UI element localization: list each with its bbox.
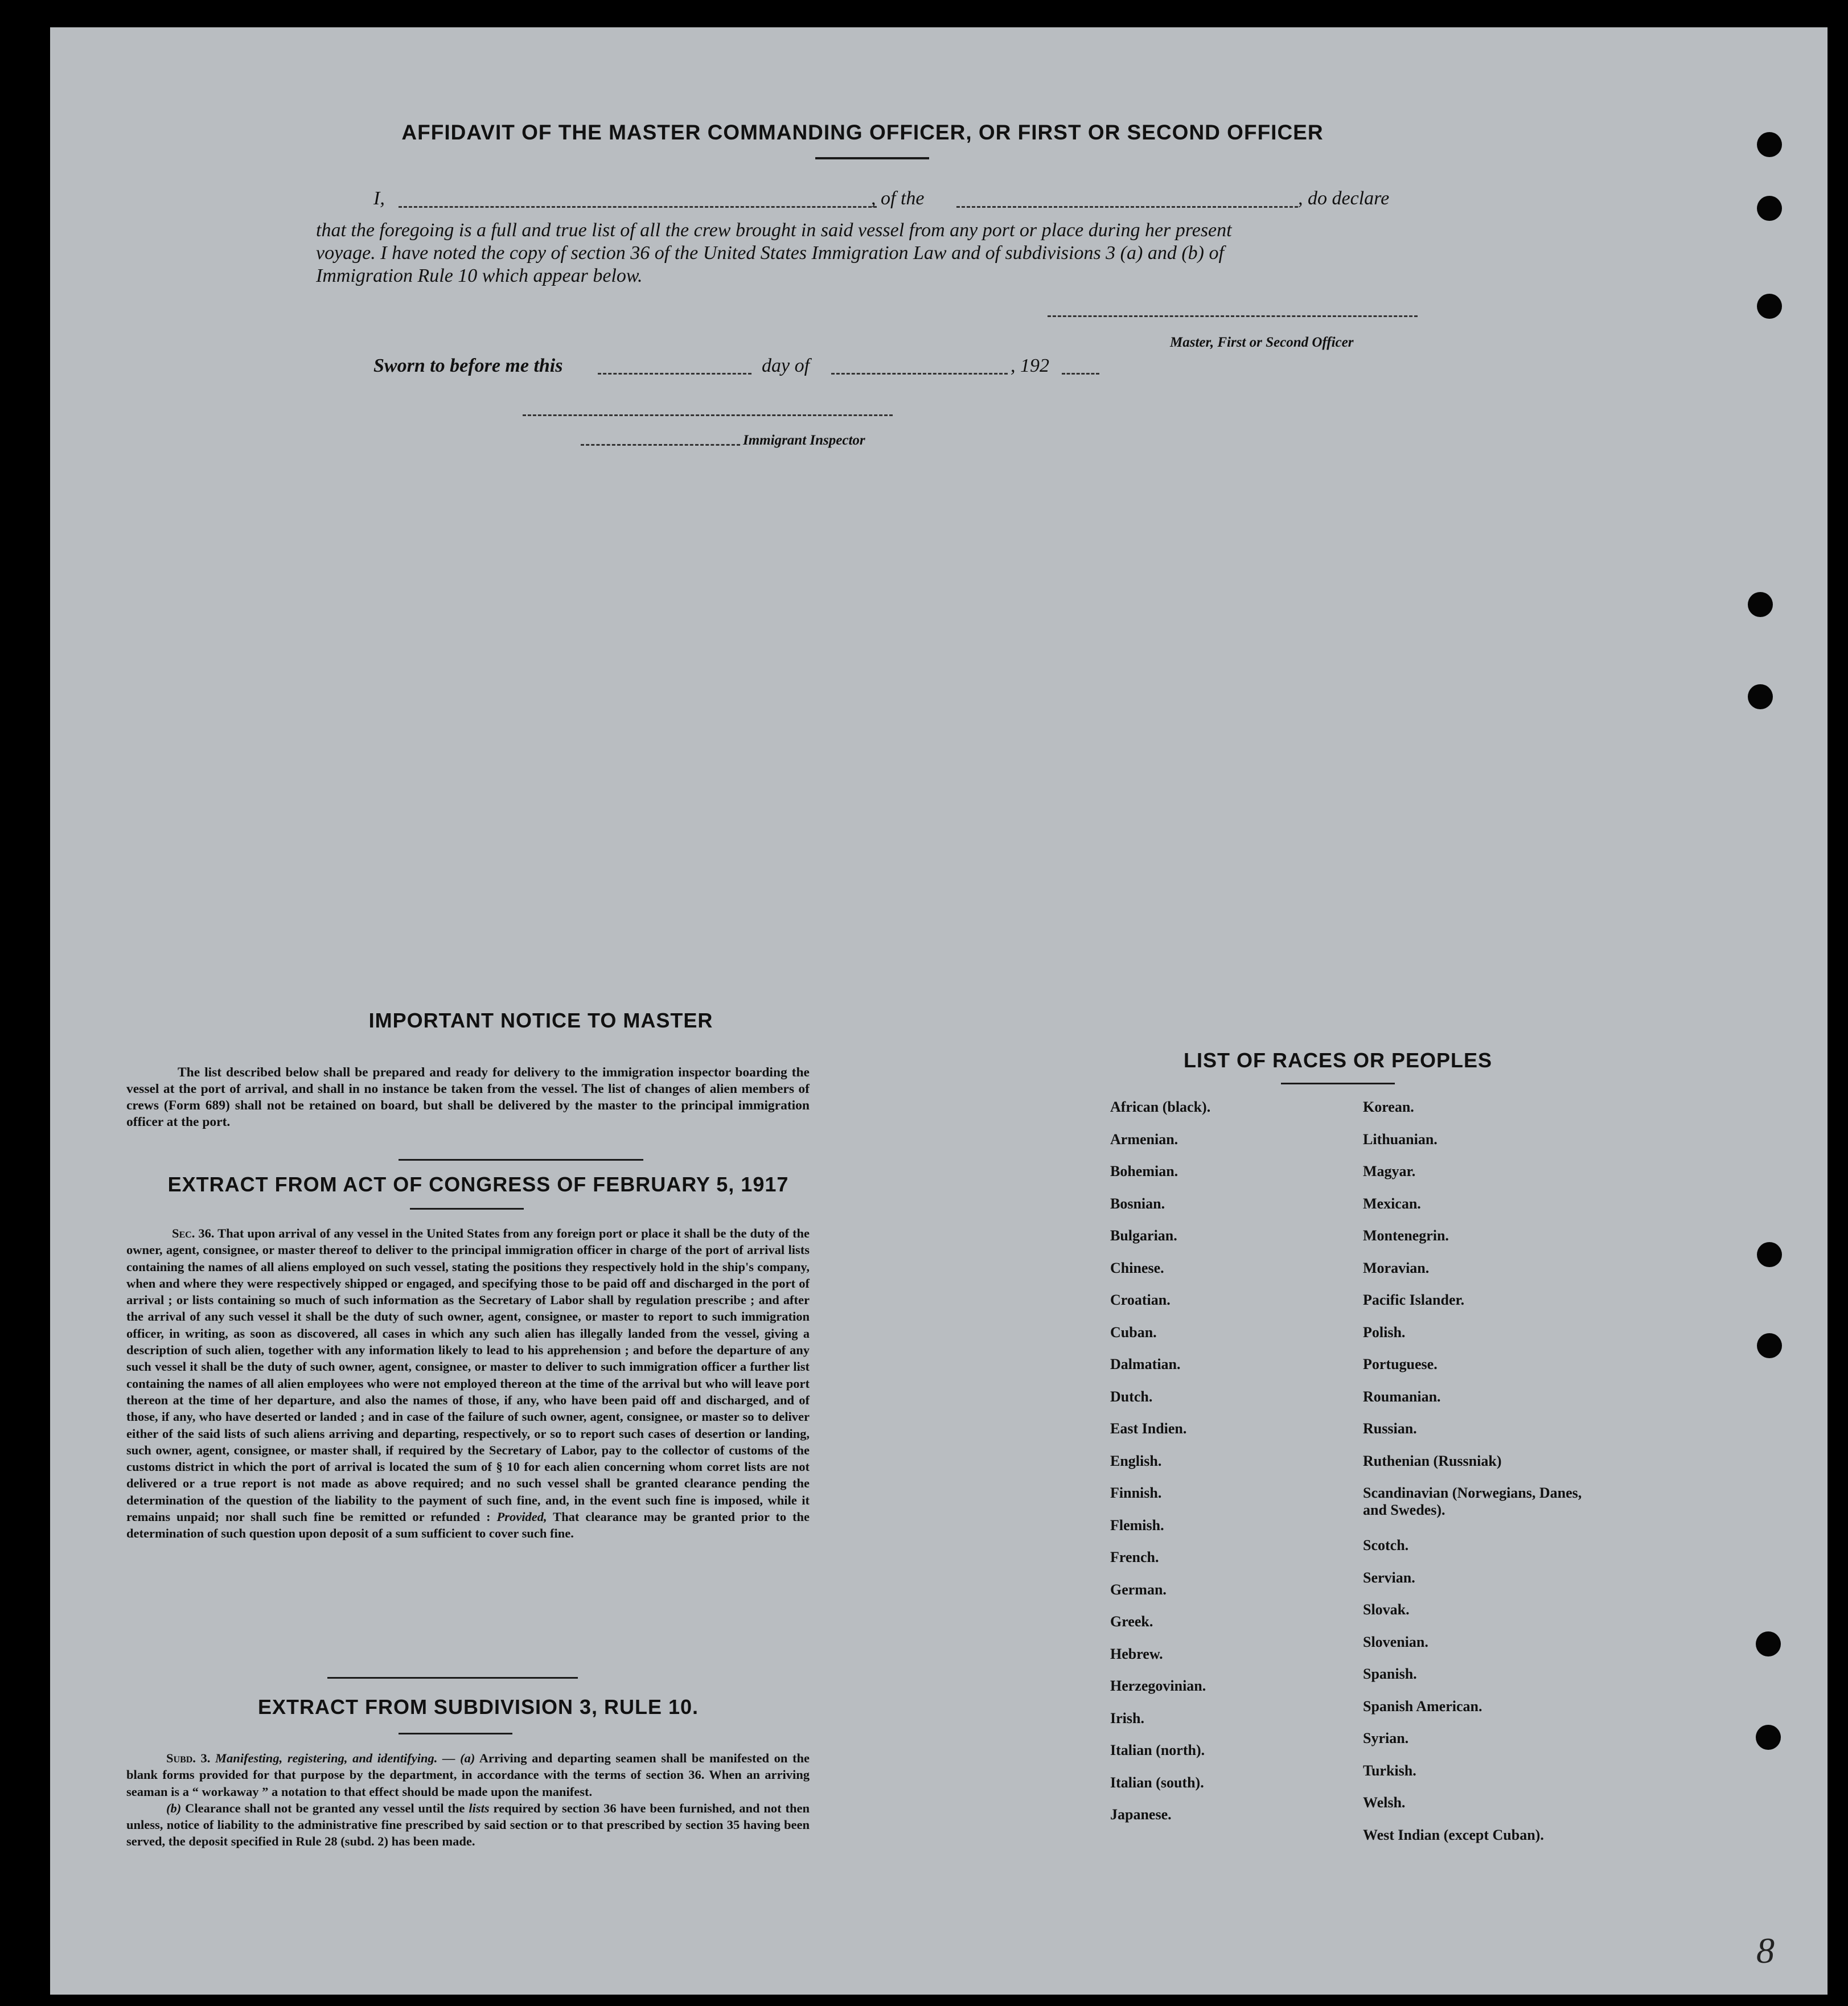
notice-body: The list described below shall be prepared and ready for delivery to the immigration inspector boarding the vessel at the port of arrival, and shall in no instance be taken from the vessel. The list of changes of alien members of crews (Form 689) shall not be retained on board, but shall be delivered by the master to the principal immigration officer at the port. [126,1065,810,1129]
act-title-underline [410,1208,524,1210]
races-title-underline [1281,1083,1395,1084]
subdivision-3-text [126,1750,810,1850]
punch-hole [1757,196,1782,221]
punch-hole [1756,1631,1781,1656]
race-item: Portuguese. [1363,1356,1438,1372]
race-item: Italian (south). [1110,1774,1204,1791]
para-b-label: (b) [166,1801,182,1815]
handwritten-page-number: 8 [1756,1930,1775,1971]
race-item: Moravian. [1363,1259,1430,1276]
races-right-column [1363,1099,1608,1859]
of-the-label: , of the [871,188,925,209]
declarant-label: I, [373,188,385,209]
race-item: East Indien. [1110,1420,1187,1437]
race-item: West Indian (except Cuban). [1363,1826,1544,1843]
race-item: French. [1110,1549,1159,1565]
race-item: Bohemian. [1110,1163,1178,1179]
vessel-name-blank[interactable] [956,206,1298,208]
punch-hole [1748,684,1773,709]
races-title: LIST OF RACES OR PEOPLES [1183,1049,1493,1072]
race-item: Bosnian. [1110,1195,1165,1212]
section-body: That upon arrival of any vessel in the United States from any foreign port or place it shall be the duty of the owner, agent, consignee, or master thereof to deliver to the principal immigration officer in charge of the port of arrival lists containing the names of all aliens employed on such vessel, stating the positions they respectively hold in the ship's company, when and where they were respectively shipped or engaged, and specifying those to be paid off and discharged in the port of arrival ; or lists containing so much of such information as the Secretary of Labor shall by regulation prescribe ; and after the arrival of any such vessel it shall be the duty of such owner, agent, consignee, or master to report to such immigration officer, in writing, as soon as discovered, all cases in which any such alien has illegally landed from the vessel, giving a description of such alien, together with any information likely to lead to his apprehension ; and before the departure of any such vessel it shall be the duty of such owner, agent, consignee, or master to deliver to such immigration officer a further list containing the names of all alien employees who were not employed thereon at the time of the arrival but who will leave port thereon at the time of her departure, and also the names of those, if any, who have been paid off and discharged, and of those, if any, who have deserted or landed ; and in case of the failure of such owner, agent, consignee, or master so to deliver either of the said lists of such aliens arriving and departing, respectively, or so to report such cases of desertion or landing, such owner, agent, consignee, or master shall, if required by the Secretary of Labor, pay to the collector of customs of the customs district in which the port of arrival is located the sum of § 10 for each alien concerning whom corret lists are not delivered or a true report is not made as above required; and no such vessel shall be granted clearance pending the determination of the question of the liability to the payment of such fine, and, in the event such fine is imposed, while it remains unpaid; nor shall such fine be remitted or refunded : [126,1226,810,1524]
race-item: Armenian. [1110,1131,1178,1148]
race-item: Montenegrin. [1363,1227,1449,1244]
affidavit-body-line-2: that the foregoing is a full and true list of all the crew brought in said vessel from any port or place during her present [316,220,1232,241]
affidavit-title: AFFIDAVIT OF THE MASTER COMMANDING OFFICER, OR FIRST OR SECOND OFFICER [401,121,1324,144]
race-item: Chinese. [1110,1259,1164,1276]
subd-label: Subd. 3. [166,1751,211,1765]
race-item: Bulgarian. [1110,1227,1177,1244]
paragraph-a [126,1750,810,1800]
section-36-text [126,1225,810,1542]
race-item: Magyar. [1363,1163,1416,1179]
rule-title-underline [399,1733,512,1734]
para-a-body: Arriving and departing seamen shall be manifested on the blank forms provided for that purpose by the department, in accordance with the terms of section 36. When an arriving seaman is a “ workaway ” a notation to that effect should be made upon the manifest. [126,1751,810,1799]
race-item: Herzegovinian. [1110,1678,1206,1694]
sworn-year-blank[interactable] [1062,373,1099,375]
punch-hole [1757,294,1782,319]
race-item: Dalmatian. [1110,1356,1181,1372]
notice-title: IMPORTANT NOTICE TO MASTER [368,1009,713,1032]
sworn-day-blank[interactable] [598,373,751,375]
day-of-label: day of [762,355,810,376]
para-a-label: — (a) [442,1751,475,1765]
paragraph-b [126,1800,810,1850]
race-item: Flemish. [1110,1516,1164,1534]
race-item: Roumanian. [1363,1388,1441,1405]
race-item: Scotch. [1363,1537,1409,1553]
race-item: Irish. [1110,1709,1144,1727]
race-item: Korean. [1363,1099,1414,1115]
punch-hole [1748,592,1773,617]
race-item: Servian. [1363,1569,1415,1586]
inspector-signature-blank[interactable] [523,414,893,416]
race-item: Japanese. [1110,1806,1172,1823]
race-item: Cuban. [1110,1323,1157,1341]
act-extract-title: EXTRACT FROM ACT OF CONGRESS OF FEBRUARY 5, 1917 [167,1173,789,1196]
punch-hole [1757,132,1782,157]
race-item: Mexican. [1363,1195,1421,1212]
provided-label: Provided, [496,1510,547,1524]
declarant-name-blank[interactable] [399,206,877,208]
notice-divider [399,1159,643,1161]
race-item: Finnish. [1110,1485,1162,1501]
race-item: Slovenian. [1363,1633,1428,1650]
race-item: Pacific Islander. [1363,1292,1465,1308]
sworn-label: Sworn to before me this [373,355,563,376]
race-item: Syrian. [1363,1730,1409,1746]
race-item: Scandinavian (Norwegians, Danes, and Swedes). [1363,1485,1582,1518]
para-b-text-1: Clearance shall not be granted any vessel until the [185,1801,465,1815]
affidavit-body-line-4: Immigration Rule 10 which appear below. [316,265,643,286]
master-signature-caption: Master, First or Second Officer [1170,335,1354,350]
sworn-month-blank[interactable] [831,373,1008,375]
race-item: German. [1110,1581,1167,1598]
race-item: Polish. [1363,1323,1406,1341]
race-item: Italian (north). [1110,1742,1205,1758]
race-item: Dutch. [1110,1388,1153,1405]
section-label: Sec. 36. [172,1226,215,1240]
sworn-year-label: , 192 [1011,355,1049,376]
provided-body: That clearance may be granted prior to the determination of such question upon deposit of a sum sufficient to cover such fine. [126,1510,810,1541]
race-item: Hebrew. [1110,1645,1163,1662]
punch-hole [1757,1333,1782,1358]
master-signature-blank[interactable] [1048,315,1418,317]
races-left-column [1110,1099,1349,1839]
subd-heading: Manifesting, registering, and identifying. [215,1751,438,1765]
race-item: Ruthenian (Russniak) [1363,1452,1502,1469]
affidavit-body-line-3: voyage. I have noted the copy of section 36 of the United States Immigration Law and of subdivisions 3 (a) and (b) of [316,242,1224,264]
race-item: Welsh. [1363,1794,1406,1811]
race-item: Spanish. [1363,1666,1417,1682]
declare-label: , do declare [1298,188,1390,209]
race-item: Slovak. [1363,1601,1410,1618]
race-item: African (black). [1110,1099,1211,1115]
race-item: Spanish American. [1363,1697,1482,1715]
race-item: Croatian. [1110,1292,1171,1308]
inspector-caption: Immigrant Inspector [743,433,865,448]
race-item: English. [1110,1452,1162,1469]
inspector-lead-line [581,444,740,446]
race-item: Greek. [1110,1613,1153,1630]
para-b-lists: lists [469,1801,490,1815]
race-item: Russian. [1363,1420,1417,1437]
title-underline [815,157,929,159]
race-item: Turkish. [1363,1762,1416,1779]
para-b-text-2: required by section 36 have been furnished, and not then unless, notice of liability to the administrative fine prescribed by said section or to that prescribed by section 35 having been served, the deposit specified in Rule 28 (subd. 2) has been made. [126,1801,810,1849]
punch-hole [1757,1242,1782,1267]
rule-extract-title: EXTRACT FROM SUBDIVISION 3, RULE 10. [257,1695,699,1719]
punch-hole [1756,1725,1781,1750]
race-item: Lithuanian. [1363,1131,1438,1148]
act-divider [327,1677,578,1679]
